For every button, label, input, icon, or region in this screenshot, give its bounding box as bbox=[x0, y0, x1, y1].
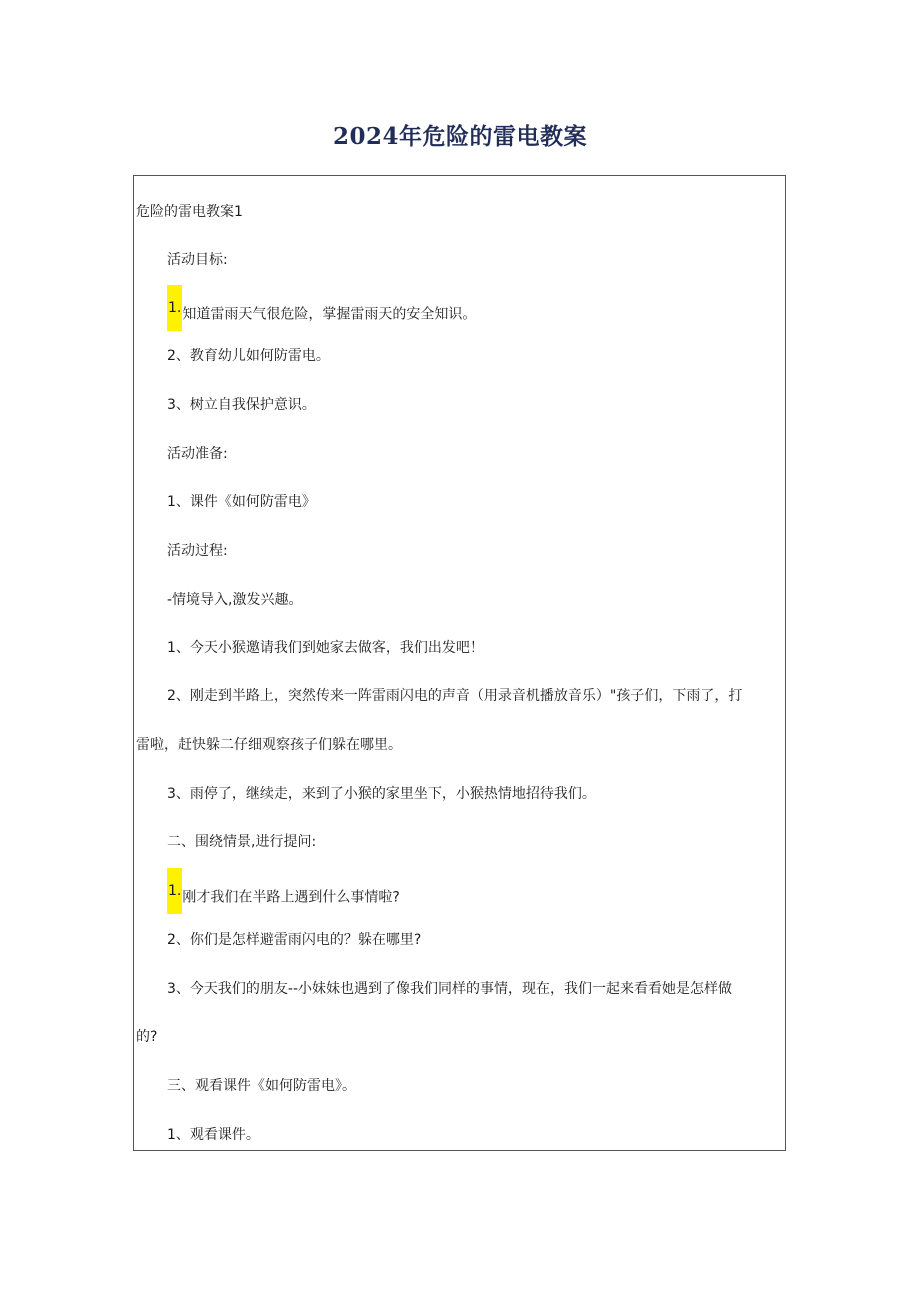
text-line-content: 知道雷雨天气很危险，掌握雷雨天的安全知识。 bbox=[182, 306, 477, 323]
text-line: 3、树立自我保护意识。 bbox=[167, 397, 316, 413]
text-line: -情境导入,激发兴趣。 bbox=[167, 592, 303, 608]
text-line-content: 刚才我们在半路上遇到什么事情啦? bbox=[182, 889, 400, 906]
highlight-marker: 1. bbox=[167, 868, 182, 914]
text-line-highlighted bbox=[167, 881, 400, 914]
document-frame bbox=[133, 175, 786, 1151]
text-line: 二、围绕情景,进行提问: bbox=[167, 834, 317, 850]
text-line: 1、今天小猴邀请我们到她家去做客，我们出发吧！ bbox=[167, 640, 484, 656]
text-line: 1、课件《如何防雷电》 bbox=[167, 494, 316, 510]
text-line: 2、你们是怎样避雷雨闪电的？躲在哪里? bbox=[167, 932, 422, 948]
text-line: 1、观看课件。 bbox=[167, 1127, 260, 1143]
text-line: 3、今天我们的朋友--小妹妹也遇到了像我们同样的事情，现在，我们一起来看看她是怎样做 bbox=[167, 981, 733, 997]
text-line: 2、刚走到半路上，突然传来一阵雷雨闪电的声音（用录音机播放音乐）"孩子们，下雨了，打 bbox=[167, 688, 743, 704]
text-line: 3、雨停了，继续走，来到了小猴的家里坐下，小猴热情地招待我们。 bbox=[167, 786, 596, 802]
text-line: 2、教育幼儿如何防雷电。 bbox=[167, 348, 330, 364]
text-line-highlighted bbox=[167, 298, 476, 331]
text-line: 雷啦，赶快躲二仔细观察孩子们躲在哪里。 bbox=[136, 737, 402, 753]
text-line: 三、观看课件《如何防雷电》。 bbox=[167, 1078, 356, 1094]
section-heading: 危险的雷电教案1 bbox=[136, 204, 243, 220]
document-title: 2024年危险的雷电教案 bbox=[332, 123, 587, 150]
highlight-marker: 1. bbox=[167, 285, 182, 331]
text-line: 活动目标: bbox=[167, 252, 228, 268]
text-line: 的? bbox=[136, 1029, 158, 1045]
text-line: 活动过程: bbox=[167, 543, 228, 559]
text-line: 活动准备: bbox=[167, 446, 228, 462]
